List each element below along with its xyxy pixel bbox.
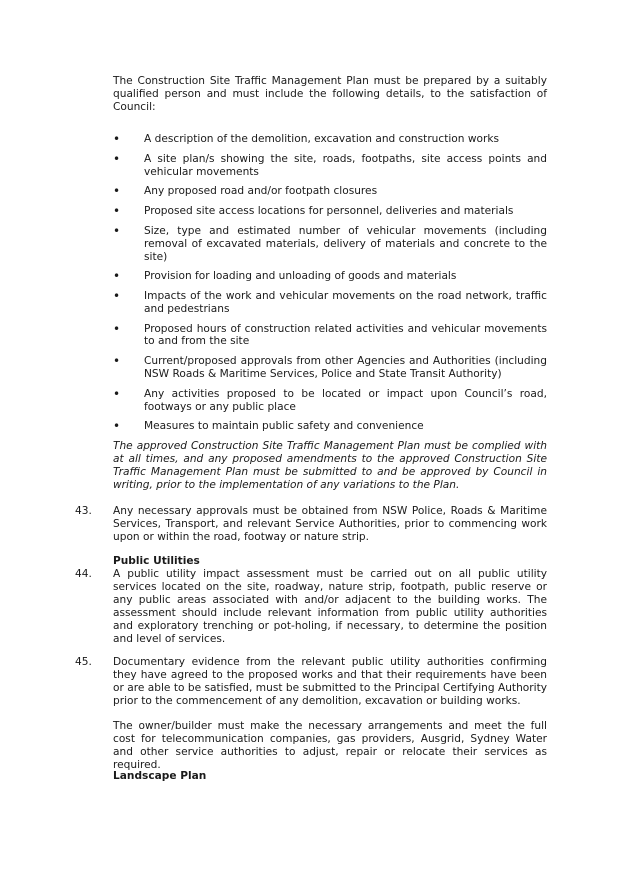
list-item-text: Measures to maintain public safety and convenience — [144, 420, 424, 433]
landscape-plan-heading: Landscape Plan — [113, 770, 207, 782]
list-item — [113, 185, 547, 198]
list-item — [113, 388, 547, 414]
list-item-text: A site plan/s showing the site, roads, footpaths, site access points and vehicular movements — [144, 152, 547, 178]
list-item — [113, 323, 547, 349]
condition-45-text-continued: The owner/builder must make the necessary arrangements and meet the full cost for telecommunication companies, gas providers, Ausgrid, Sydney Water and other service authorities to adjust, repair or relocate their services as required. — [113, 720, 547, 771]
list-item — [113, 355, 547, 381]
bullet-icon: • — [113, 419, 121, 434]
bullet-icon: • — [113, 151, 121, 166]
list-item-text: Proposed site access locations for personnel, deliveries and materials — [144, 205, 514, 218]
bullet-icon: • — [113, 132, 121, 146]
list-item — [113, 270, 547, 283]
condition-number-44: 44. — [75, 568, 92, 580]
list-item-text: Any proposed road and/or footpath closures — [144, 185, 378, 198]
list-item-text: A description of the demolition, excavation and construction works — [144, 133, 500, 145]
bullet-icon: • — [113, 288, 121, 303]
traffic-plan-details-list — [113, 133, 547, 440]
list-item-text: Current/proposed approvals from other Agencies and Authorities (including NSW Roads & Maritime Services, Police and State Transit Authority) — [144, 355, 547, 381]
bullet-icon: • — [113, 321, 121, 336]
bullet-icon: • — [113, 204, 121, 219]
bullet-icon: • — [113, 354, 121, 369]
list-item-text: Provision for loading and unloading of goods and materials — [144, 270, 457, 283]
bullet-icon: • — [113, 386, 121, 401]
approved-plan-note: The approved Construction Site Traffic Management Plan must be complied with at all times, and any proposed amendments to the approved Construction Site Traffic Management Plan must be submitted to and be approved by Council in writing, prior to the implementation of any variations to the Plan. — [113, 440, 547, 491]
bullet-icon: • — [113, 223, 121, 238]
list-item — [113, 205, 547, 218]
list-item — [113, 420, 547, 433]
condition-45-text: Documentary evidence from the relevant public utility authorities confirming they have agreed to the proposed works and that their requirements have been or are able to be satisfied, must be submitted to the Principal Certifying Authority prior to the commencement of any demolition, excavation or building works. — [113, 656, 547, 707]
condition-44-text: A public utility impact assessment must be carried out on all public utility services located on the site, roadway, nature strip, footpath, public reserve or any public areas associated with and/or adjacent to the building works. The assessment should include relevant information from public utility authorities and exploratory trenching or pot-holing, if necessary, to determine the position and level of services. — [113, 568, 547, 645]
list-item — [113, 225, 547, 264]
public-utilities-heading: Public Utilities — [113, 555, 200, 567]
list-item-text: Proposed hours of construction related activities and vehicular movements to and from the site — [144, 322, 547, 348]
list-item — [113, 290, 547, 316]
condition-number-43: 43. — [75, 505, 92, 517]
list-item-text: Impacts of the work and vehicular movements on the road network, traffic and pedestrians — [144, 289, 547, 315]
list-item — [113, 133, 547, 146]
condition-43-text: Any necessary approvals must be obtained from NSW Police, Roads & Maritime Services, Transport, and relevant Service Authorities, prior to commencing work upon or within the road, footway or nature strip. — [113, 505, 547, 543]
intro-paragraph: The Construction Site Traffic Management Plan must be prepared by a suitably qualified person and must include the following details, to the satisfaction of Council: — [113, 75, 547, 113]
bullet-icon: • — [113, 184, 121, 199]
list-item-text: Size, type and estimated number of vehicular movements (including removal of excavated materials, delivery of materials and concrete to the site) — [144, 224, 547, 263]
list-item — [113, 153, 547, 179]
condition-number-45: 45. — [75, 656, 92, 668]
list-item-text: Any activities proposed to be located or impact upon Council’s road, footways or any public place — [144, 387, 547, 413]
bullet-icon: • — [113, 269, 121, 284]
